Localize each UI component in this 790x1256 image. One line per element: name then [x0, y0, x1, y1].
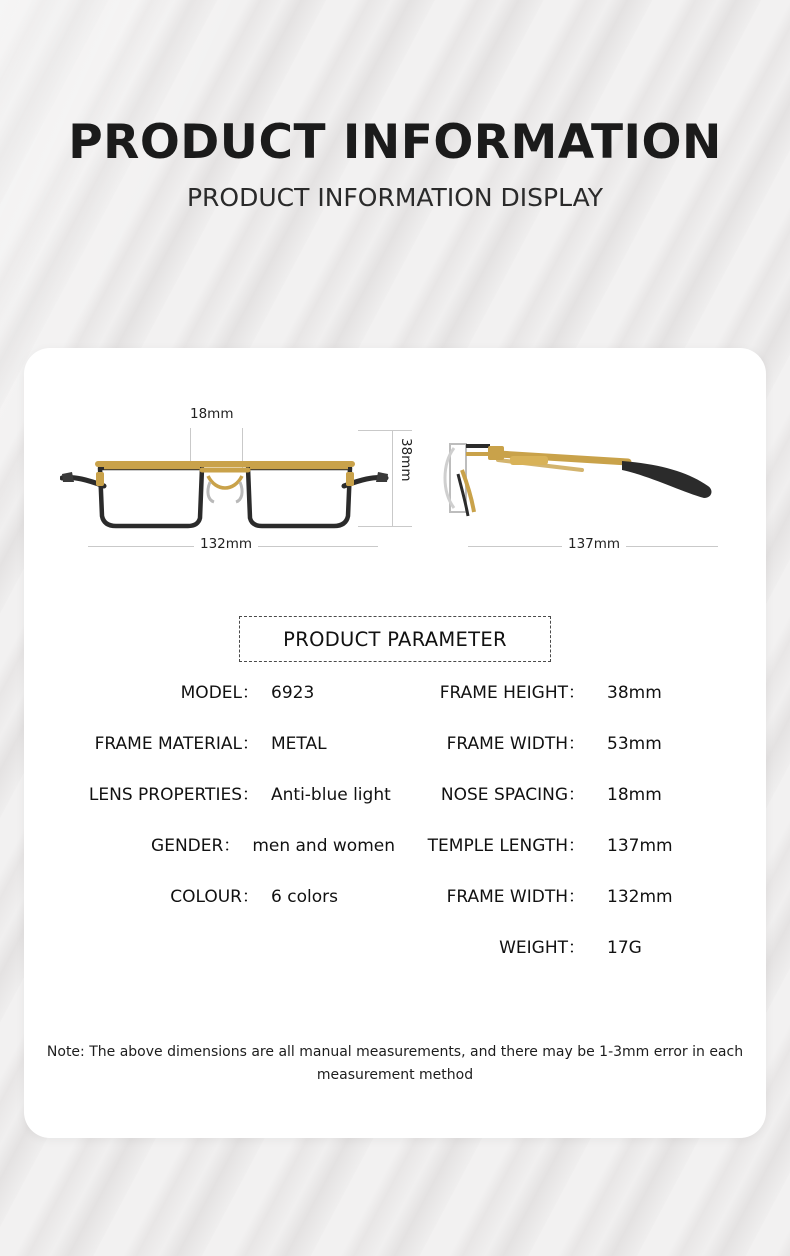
spec-row [407, 933, 748, 958]
glasses-front-illustration [60, 430, 390, 550]
product-parameter-banner [239, 616, 551, 662]
spec-label: FRAME WIDTH： [446, 887, 585, 907]
spec-value: Anti-blue light [271, 785, 391, 805]
spec-row [407, 780, 748, 805]
front-width-dimension-label: 132mm [194, 536, 258, 552]
spec-value: 17G [607, 938, 642, 958]
spec-label: FRAME HEIGHT： [439, 683, 585, 703]
spec-label: LENS PROPERTIES： [88, 785, 259, 805]
side-length-dimension-label: 137mm [562, 536, 626, 552]
product-card [24, 348, 766, 1138]
product-parameter-title: PRODUCT PARAMETER [283, 627, 507, 651]
spec-table [24, 678, 766, 984]
front-view-diagram [72, 396, 414, 576]
spec-label: NOSE SPACING： [440, 785, 585, 805]
spec-label: MODEL： [180, 683, 259, 703]
front-height-dimension-label: 38mm [398, 438, 414, 482]
spec-value: men and women [252, 836, 395, 856]
spec-label: FRAME WIDTH： [446, 734, 585, 754]
spec-row [407, 831, 748, 856]
front-top-dimension-label: 18mm [190, 406, 234, 422]
spec-value: 18mm [607, 785, 662, 805]
spec-value: 53mm [607, 734, 662, 754]
spec-row [54, 831, 395, 856]
spec-column-right [395, 678, 748, 984]
spec-row [54, 678, 395, 703]
spec-label: WEIGHT： [499, 938, 585, 958]
page-title: PRODUCT INFORMATION [68, 115, 722, 170]
spec-value: METAL [271, 734, 327, 754]
spec-row [407, 882, 748, 907]
spec-label: TEMPLE LENGTH： [427, 836, 585, 856]
spec-row [54, 729, 395, 754]
spec-label: GENDER： [151, 836, 241, 856]
spec-value: 6 colors [271, 887, 338, 907]
spec-column-left [42, 678, 395, 984]
side-view-diagram [432, 396, 732, 576]
tick-height-top [358, 430, 412, 431]
diagram-section [24, 348, 766, 588]
page-subtitle: PRODUCT INFORMATION DISPLAY [186, 183, 604, 213]
spec-row [54, 882, 395, 907]
spec-value: 38mm [607, 683, 662, 703]
spec-value: 137mm [607, 836, 673, 856]
tick-height-bottom [358, 526, 412, 527]
header [0, 0, 790, 212]
spec-row [407, 678, 748, 703]
measurement-note: Note: The above dimensions are all manual measurements, and there may be 1-3mm error in each measurement method [46, 1044, 744, 1083]
spec-row [407, 729, 748, 754]
spec-value: 6923 [271, 683, 315, 703]
spec-label: COLOUR： [170, 887, 259, 907]
tick-height-vertical [392, 430, 393, 526]
spec-value: 132mm [607, 887, 673, 907]
spec-label: FRAME MATERIAL： [94, 734, 259, 754]
glasses-side-illustration [432, 430, 732, 550]
spec-row [54, 780, 395, 805]
